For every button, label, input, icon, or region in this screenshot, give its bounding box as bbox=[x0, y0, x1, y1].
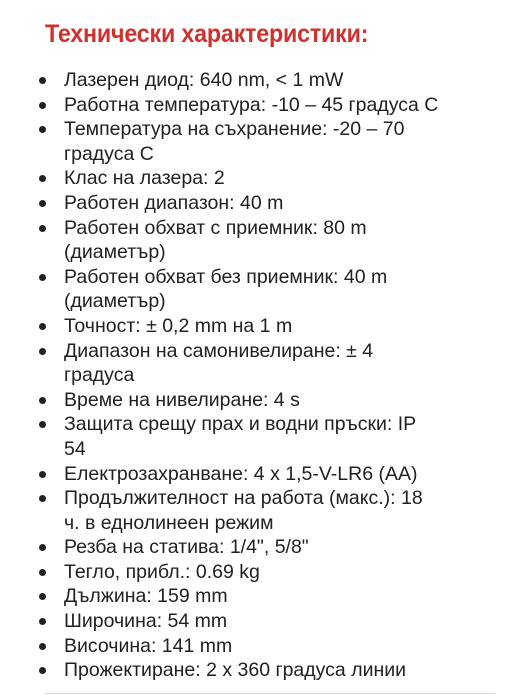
spec-item bbox=[0, 191, 507, 216]
spec-text-continued: градуса С bbox=[64, 142, 154, 165]
spec-text: Време на нивелиране: 4 s bbox=[64, 388, 300, 411]
spec-text: Височина: 141 mm bbox=[64, 634, 233, 657]
spec-list bbox=[0, 68, 507, 683]
spec-item bbox=[0, 166, 507, 191]
bullet-icon bbox=[39, 323, 46, 330]
section-heading: Технически характеристики: bbox=[45, 20, 369, 48]
spec-text-continued: градуса bbox=[64, 364, 135, 387]
bullet-icon bbox=[39, 200, 46, 207]
bullet-icon bbox=[39, 274, 46, 281]
spec-text: Точност: ± 0,2 mm на 1 m bbox=[64, 314, 293, 337]
bullet-icon bbox=[39, 102, 46, 109]
spec-text: Работен диапазон: 40 m bbox=[64, 191, 284, 214]
spec-text: Прожектиране: 2 x 360 градуса линии bbox=[64, 659, 407, 682]
divider bbox=[45, 693, 495, 694]
bullet-icon bbox=[39, 175, 46, 182]
spec-text: Диапазон на самонивелиране: ± 4 bbox=[64, 339, 374, 362]
bullet-icon bbox=[39, 593, 46, 600]
spec-text-continued: 54 bbox=[64, 437, 86, 460]
spec-text: Работен обхват с приемник: 80 m bbox=[64, 216, 367, 239]
spec-text: Резба на статива: 1/4", 5/8" bbox=[64, 536, 309, 559]
spec-item bbox=[0, 314, 507, 339]
spec-item bbox=[0, 609, 507, 634]
spec-item bbox=[0, 117, 507, 166]
bullet-icon bbox=[39, 618, 46, 625]
spec-text: Електрозахранване: 4 x 1,5-V-LR6 (AA) bbox=[64, 462, 418, 485]
bullet-icon bbox=[39, 421, 46, 428]
spec-item bbox=[0, 535, 507, 560]
bullet-icon bbox=[39, 495, 46, 502]
bullet-icon bbox=[39, 569, 46, 576]
spec-item bbox=[0, 486, 507, 535]
bullet-icon bbox=[39, 126, 46, 133]
spec-text-continued: (диаметър) bbox=[64, 241, 166, 264]
spec-text: Продължителност на работа (макс.): 18 bbox=[64, 487, 423, 510]
spec-item bbox=[0, 412, 507, 461]
bullet-icon bbox=[39, 77, 46, 84]
bullet-icon bbox=[39, 667, 46, 674]
spec-text: Работен обхват без приемник: 40 m bbox=[64, 265, 388, 288]
spec-text-continued: (диаметър) bbox=[64, 290, 166, 313]
spec-text-continued: ч. в еднолинеен режим bbox=[64, 511, 274, 534]
spec-item bbox=[0, 584, 507, 609]
spec-item bbox=[0, 216, 507, 265]
spec-item bbox=[0, 634, 507, 659]
bullet-icon bbox=[39, 225, 46, 232]
bullet-icon bbox=[39, 348, 46, 355]
spec-text: Работна температура: -10 – 45 градуса С bbox=[64, 93, 439, 116]
spec-item bbox=[0, 462, 507, 487]
spec-item bbox=[0, 560, 507, 585]
spec-text: Лазерен диод: 640 nm, < 1 mW bbox=[64, 69, 344, 91]
spec-item bbox=[0, 388, 507, 413]
spec-item bbox=[0, 265, 507, 314]
spec-item bbox=[0, 68, 507, 93]
spec-text: Широчина: 54 mm bbox=[64, 610, 228, 633]
bullet-icon bbox=[39, 397, 46, 404]
spec-text: Тегло, прибл.: 0.69 kg bbox=[64, 560, 260, 583]
spec-text: Дължина: 159 mm bbox=[64, 585, 228, 608]
bullet-icon bbox=[39, 544, 46, 551]
spec-text: Температура на съхранение: -20 – 70 bbox=[64, 118, 405, 141]
bullet-icon bbox=[39, 643, 46, 650]
spec-item bbox=[0, 93, 507, 118]
bullet-icon bbox=[39, 471, 46, 478]
spec-item bbox=[0, 658, 507, 683]
spec-item bbox=[0, 339, 507, 388]
spec-text: Защита срещу прах и водни пръски: IP bbox=[64, 413, 417, 436]
spec-text: Клас на лазера: 2 bbox=[64, 167, 225, 190]
